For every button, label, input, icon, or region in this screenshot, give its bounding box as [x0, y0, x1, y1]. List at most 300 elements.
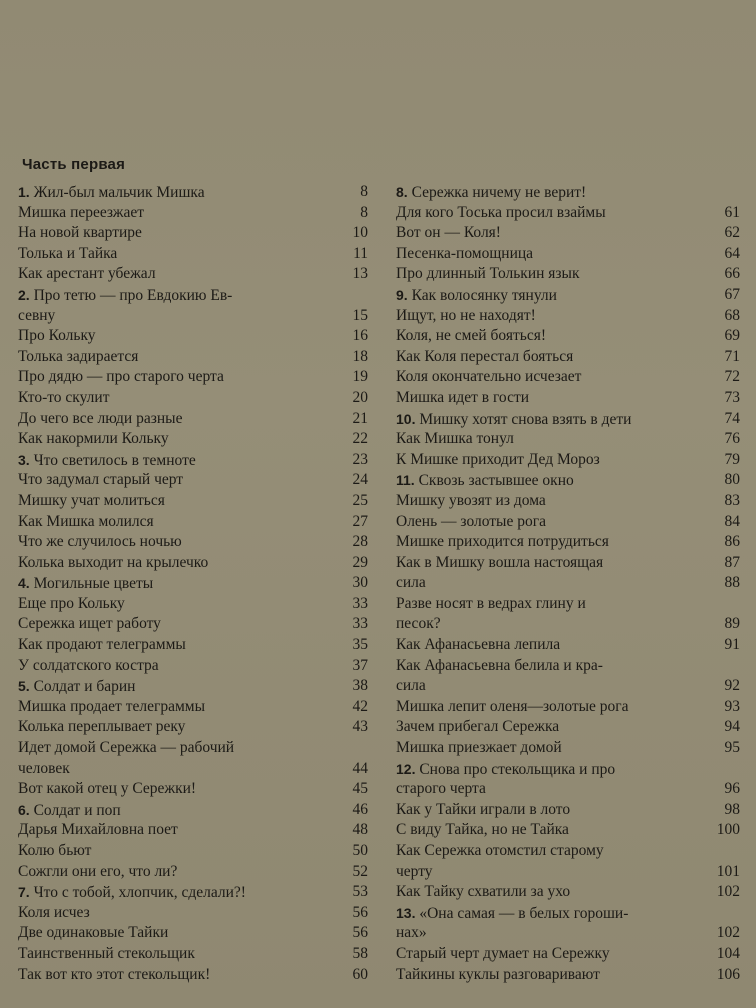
toc-entry-title — [396, 697, 629, 718]
toc-entry — [18, 862, 368, 883]
toc-entry-title — [18, 820, 178, 841]
toc-entry-text: На новой квартире — [18, 224, 142, 242]
toc-entry-text: севну — [18, 306, 56, 324]
toc-entry-title — [18, 244, 117, 265]
toc-entry-title — [396, 903, 628, 925]
toc-entry — [396, 882, 740, 903]
toc-entry-text: Зачем прибегал Сережка — [396, 718, 560, 736]
toc-entry-title — [396, 944, 610, 965]
toc-entry-title — [18, 182, 205, 204]
toc-entry — [396, 573, 740, 594]
toc-page-number: 66 — [724, 265, 740, 283]
toc-entry-text: Песенка-помощница — [396, 244, 534, 262]
toc-entry-text: Коля, не смей бояться! — [396, 327, 546, 345]
toc-entry-title — [18, 306, 55, 327]
toc-entry-title — [18, 491, 165, 512]
toc-entry-title — [18, 223, 142, 244]
toc-entry-text: Как арестант убежал — [18, 265, 156, 283]
toc-entry-title — [18, 512, 154, 533]
toc-left-column — [18, 182, 368, 985]
toc-entry-title — [18, 862, 177, 883]
toc-entry-title — [396, 470, 574, 492]
toc-entry-text: Что же случилось ночью — [18, 533, 182, 551]
toc-entry-text: С виду Тайка, но не Тайка — [396, 821, 569, 839]
toc-entry-title — [396, 573, 426, 594]
toc-entry-title — [18, 470, 183, 491]
toc-entry — [396, 965, 740, 986]
toc-entry — [396, 512, 740, 533]
toc-entry-text: Как Афанасьевна белила и кра- — [396, 656, 603, 674]
toc-entry-title — [18, 738, 234, 759]
toc-entry-text: Коля окончательно исчезает — [396, 368, 582, 386]
toc-entry — [396, 491, 740, 512]
toc-page-number: 101 — [716, 862, 740, 880]
toc-entry — [18, 470, 368, 491]
toc-entry-text: Мишку учат молиться — [18, 491, 165, 509]
toc-page-number: 73 — [724, 388, 740, 406]
toc-entry-text: Мишка продает телеграммы — [18, 697, 205, 715]
toc-page-number: 88 — [724, 574, 740, 592]
toc-page-number: 58 — [352, 944, 368, 962]
toc-entry-text: Жил-был мальчик Мишка — [33, 184, 205, 201]
toc-page-number: 53 — [352, 883, 368, 901]
toc-entry-text: Как в Мишку вошла настоящая — [396, 553, 604, 571]
toc-page-number: 46 — [352, 800, 368, 818]
toc-page-number: 15 — [352, 306, 368, 324]
toc-entry-title — [396, 800, 570, 821]
toc-entry-text: Ищут, но не находят! — [396, 306, 536, 324]
chapter-number: 11. — [396, 472, 415, 489]
toc-entry-title — [18, 697, 205, 718]
toc-entry-title — [396, 429, 514, 450]
toc-page-number: 21 — [352, 409, 368, 427]
chapter-number: 7. — [18, 884, 30, 901]
toc-entry-title — [396, 738, 562, 759]
toc-entry-text: человек — [18, 759, 70, 777]
toc-entry-title — [396, 676, 426, 697]
toc-entry-text: Мишка лепит оленя—золотые рога — [396, 697, 629, 715]
toc-entry — [396, 944, 740, 965]
toc-page-number: 25 — [352, 491, 368, 509]
toc-entry — [396, 594, 740, 615]
toc-entry-text: Как продают телеграммы — [18, 636, 186, 654]
toc-entry-title — [18, 594, 125, 615]
toc-page-number: 22 — [352, 430, 368, 448]
toc-entry-text: У солдатского костра — [18, 656, 159, 674]
toc-page-number: 79 — [724, 450, 740, 468]
toc-entry-title — [18, 429, 169, 450]
toc-entry-text: старого черта — [396, 780, 486, 798]
toc-entry — [18, 203, 368, 224]
toc-entry-title — [396, 203, 606, 224]
toc-page-number: 102 — [716, 883, 740, 901]
toc-page-number: 8 — [360, 183, 368, 200]
toc-page-number: 27 — [352, 512, 368, 530]
toc-entry — [18, 223, 368, 244]
toc-page-number: 11 — [353, 244, 368, 262]
toc-entry-text: Про Кольку — [18, 327, 96, 345]
toc-entry-title — [18, 717, 185, 738]
toc-entry — [18, 903, 368, 924]
toc-entry-title — [396, 656, 603, 677]
toc-entry-text: Про дядю — про старого черта — [18, 368, 224, 386]
toc-entry-title — [18, 532, 182, 553]
toc-page-number: 35 — [352, 636, 368, 654]
toc-page-number: 37 — [352, 656, 368, 674]
toc-entry-title — [18, 965, 210, 986]
toc-entry — [396, 470, 740, 491]
toc-entry-text: Как Мишка тонул — [396, 430, 514, 448]
toc-entry-title — [396, 532, 609, 553]
toc-entry — [18, 635, 368, 656]
chapter-number: 13. — [396, 904, 416, 921]
toc-page-number: 92 — [724, 677, 740, 695]
toc-entry-text: Олень — золотые рога — [396, 512, 546, 530]
toc-page-number: 98 — [724, 800, 740, 818]
toc-entry-text: Разве носят в ведрах глину и — [396, 594, 586, 612]
toc-entry — [18, 779, 368, 800]
toc-entry-text: Как Мишка молился — [18, 512, 154, 530]
toc-entry-text: Тайкины куклы разговаривают — [396, 965, 600, 983]
toc-entry-title — [18, 450, 196, 472]
toc-entry-title — [18, 326, 96, 347]
toc-page-number: 33 — [352, 615, 368, 633]
toc-entry-title — [18, 903, 90, 924]
toc-entry-text: песок? — [396, 615, 441, 633]
toc-entry-title — [396, 491, 546, 512]
toc-entry-text: Коля исчез — [18, 903, 90, 921]
toc-page-number: 8 — [360, 203, 368, 221]
toc-entry-title — [396, 923, 427, 944]
toc-entry-title — [396, 882, 570, 903]
toc-entry-title — [396, 347, 573, 368]
toc-entry-title — [396, 388, 529, 409]
toc-entry-text: Две одинаковые Тайки — [18, 924, 169, 942]
toc-entry — [396, 264, 740, 285]
toc-entry-text: Солдат и барин — [33, 678, 136, 696]
toc-entry-title — [18, 841, 91, 862]
toc-page-number: 74 — [724, 409, 740, 427]
toc-entry — [396, 614, 740, 635]
toc-entry-title — [396, 512, 546, 533]
toc-page-number: 83 — [724, 491, 740, 509]
toc-entry — [396, 450, 740, 471]
toc-entry-text: Старый черт думает на Сережку — [396, 944, 610, 962]
toc-page-number: 44 — [352, 759, 368, 777]
toc-entry-text: Сквозь застывшее окно — [418, 472, 574, 490]
toc-page-number: 102 — [716, 924, 740, 942]
toc-page-number: 96 — [724, 780, 740, 798]
toc-entry — [18, 409, 368, 430]
toc-page-number: 28 — [352, 533, 368, 551]
toc-entry-title — [396, 367, 581, 388]
toc-page-number: 100 — [716, 821, 740, 839]
chapter-number: 12. — [396, 760, 416, 777]
toc-entry — [396, 800, 740, 821]
toc-entry — [396, 779, 740, 800]
toc-entry — [396, 306, 740, 327]
toc-entry-text: Колька переплывает реку — [18, 718, 186, 736]
toc-page-number: 60 — [352, 965, 368, 983]
chapter-number: 4. — [18, 575, 30, 592]
toc-entry — [18, 594, 368, 615]
toc-entry — [18, 264, 368, 285]
toc-page-number: 16 — [352, 327, 368, 345]
toc-entry-text: Еще про Кольку — [18, 594, 125, 612]
toc-entry — [396, 409, 740, 430]
toc-entry — [18, 573, 368, 594]
toc-page-number: 76 — [724, 430, 740, 448]
toc-entry-title — [18, 367, 224, 388]
toc-entry — [396, 326, 740, 347]
toc-entry-text: Так вот кто этот стекольщик! — [18, 965, 211, 983]
toc-page-number: 19 — [352, 368, 368, 386]
toc-entry-text: сила — [396, 574, 426, 592]
toc-entry — [396, 676, 740, 697]
toc-page-number: 71 — [724, 347, 740, 365]
toc-entry-title — [396, 614, 441, 635]
toc-entry-title — [396, 820, 569, 841]
toc-entry-title — [18, 553, 208, 574]
chapter-number: 9. — [396, 286, 408, 303]
toc-entry-title — [396, 223, 501, 244]
toc-entry — [396, 388, 740, 409]
toc-page-number: 52 — [352, 862, 368, 880]
toc-entry-text: Сережка ничему не верит! — [411, 184, 587, 201]
toc-page-number: 94 — [724, 718, 740, 736]
toc-entry-text: нах» — [396, 924, 427, 942]
toc-entry-text: Мишка приезжает домой — [396, 739, 562, 757]
toc-entry-title — [18, 779, 196, 800]
toc-page-number: 48 — [352, 821, 368, 839]
toc-entry — [396, 347, 740, 368]
toc-entry — [396, 244, 740, 265]
toc-entry-text: Дарья Михайловна поет — [18, 821, 178, 839]
toc-entry — [18, 182, 368, 203]
toc-page-number: 72 — [724, 368, 740, 386]
toc-page-number: 56 — [352, 903, 368, 921]
toc-entry-title — [18, 203, 144, 224]
toc-entry-title — [396, 759, 615, 781]
toc-entry-text: Про длинный Толькин язык — [396, 265, 580, 283]
toc-entry-text: Солдат и поп — [33, 801, 121, 819]
toc-entry — [18, 759, 368, 780]
toc-page-number: 86 — [724, 533, 740, 551]
toc-entry — [18, 553, 368, 574]
toc-page-number: 42 — [352, 697, 368, 715]
toc-entry-text: Толька и Тайка — [18, 244, 118, 262]
toc-entry-title — [18, 676, 135, 698]
toc-page-number: 45 — [352, 780, 368, 798]
toc-page-number: 23 — [352, 450, 368, 468]
toc-entry — [18, 800, 368, 821]
toc-page-number: 50 — [352, 842, 368, 859]
toc-entry — [18, 532, 368, 553]
toc-entry-title — [18, 944, 195, 965]
toc-page-number: 30 — [352, 574, 368, 592]
toc-entry — [396, 717, 740, 738]
toc-entry — [396, 923, 740, 944]
toc-page-number: 33 — [352, 594, 368, 612]
toc-entry-title — [396, 244, 533, 265]
toc-entry-text: До чего все люди разные — [18, 409, 183, 427]
toc-entry-title — [396, 182, 586, 204]
toc-page-number: 68 — [724, 306, 740, 324]
toc-entry-text: Как Афанасьевна лепила — [396, 636, 561, 654]
toc-entry — [18, 491, 368, 512]
toc-entry-text: Как накормили Кольку — [18, 430, 169, 448]
toc-entry-title — [18, 573, 153, 595]
toc-entry-text: Как Тайку схватили за ухо — [396, 883, 571, 901]
toc-entry-text: Снова про стекольщика и про — [419, 760, 616, 778]
toc-entry — [396, 841, 740, 862]
toc-entry-title — [18, 882, 246, 904]
toc-entry-title — [396, 862, 433, 883]
toc-entry-text: черту — [396, 862, 433, 880]
part-heading: Часть первая — [22, 156, 126, 173]
toc-page-number: 91 — [724, 636, 740, 654]
toc-entry-title — [18, 388, 110, 409]
toc-page-number: 38 — [352, 677, 368, 695]
toc-entry-title — [396, 717, 559, 738]
toc-page-number: 106 — [716, 965, 740, 983]
toc-entry-title — [18, 347, 138, 368]
toc-entry-text: сила — [396, 677, 426, 695]
toc-entry-text: Толька задирается — [18, 347, 139, 365]
toc-entry-text: Сожгли они его, что ли? — [18, 862, 178, 880]
chapter-number: 6. — [18, 801, 30, 818]
toc-entry-text: «Она самая — в белых гороши- — [419, 904, 629, 922]
chapter-number: 3. — [18, 451, 30, 468]
toc-page-number: 18 — [352, 347, 368, 365]
toc-page-number: 61 — [724, 203, 740, 221]
toc-entry — [18, 512, 368, 533]
toc-entry-text: Как Сережка отомстил старому — [396, 842, 604, 859]
toc-entry — [18, 944, 368, 965]
toc-entry-text: Про тетю — про Евдокию Ев- — [33, 286, 233, 304]
toc-entry-text: Кто-то скулит — [18, 388, 110, 406]
toc-entry-text: Мишку увозят из дома — [396, 491, 546, 509]
toc-page-number: 29 — [352, 553, 368, 571]
toc-entry — [18, 306, 368, 327]
toc-page-number: 84 — [724, 512, 740, 530]
toc-entry — [396, 862, 740, 883]
chapter-number: 1. — [18, 184, 30, 200]
toc-entry — [396, 367, 740, 388]
chapter-number: 5. — [18, 678, 30, 695]
toc-entry-title — [396, 264, 580, 285]
toc-page-number: 69 — [724, 327, 740, 345]
toc-page-number: 56 — [352, 924, 368, 942]
toc-entry-title — [396, 450, 600, 471]
toc-entry-text: Мишку хотят снова взять в дети — [419, 410, 632, 428]
toc-page-number: 13 — [352, 265, 368, 283]
toc-entry-title — [18, 656, 159, 677]
toc-entry — [396, 532, 740, 553]
toc-entry — [396, 656, 740, 677]
toc-page-number: 10 — [352, 224, 368, 242]
toc-entry-title — [396, 635, 560, 656]
toc-page-number: 93 — [724, 697, 740, 715]
toc-entry — [18, 697, 368, 718]
toc-entry — [18, 614, 368, 635]
toc-entry-title — [18, 285, 232, 307]
toc-entry-title — [396, 779, 486, 800]
toc-entry — [396, 285, 740, 306]
toc-entry — [18, 656, 368, 677]
toc-entry — [396, 182, 740, 203]
toc-entry — [396, 553, 740, 574]
toc-page-number: 89 — [724, 615, 740, 633]
toc-entry — [396, 223, 740, 244]
toc-entry-text: К Мишке приходит Дед Мороз — [396, 450, 600, 468]
toc-page-number: 62 — [724, 224, 740, 242]
toc-entry-title — [18, 923, 168, 944]
toc-entry — [18, 882, 368, 903]
toc-entry-text: Мишка идет в гости — [396, 388, 530, 406]
toc-entry — [18, 244, 368, 265]
toc-entry-text: Как Коля перестал бояться — [396, 347, 574, 365]
toc-entry-text: Идет домой Сережка — рабочий — [18, 739, 235, 757]
toc-entry — [396, 820, 740, 841]
chapter-number: 8. — [396, 184, 408, 200]
toc-page-number: 20 — [352, 388, 368, 406]
toc-entry-title — [396, 965, 600, 986]
toc-page-number: 43 — [352, 718, 368, 736]
toc-entry-text: Что светилось в темноте — [33, 451, 196, 469]
toc-entry-title — [18, 409, 182, 430]
toc-entry — [18, 965, 368, 986]
toc-entry — [396, 903, 740, 924]
toc-entry-title — [396, 841, 604, 862]
toc-entry-title — [396, 306, 536, 327]
toc-page-number: 67 — [724, 285, 740, 303]
toc-entry-text: Вот он — Коля! — [396, 224, 501, 242]
toc-entry — [396, 738, 740, 759]
toc-page-number: 95 — [724, 739, 740, 757]
toc-entry — [18, 841, 368, 862]
toc-entry — [396, 203, 740, 224]
toc-entry — [18, 388, 368, 409]
toc-entry-text: Таинственный стекольщик — [18, 944, 195, 962]
toc-entry — [18, 285, 368, 306]
toc-entry — [18, 450, 368, 471]
toc-entry — [18, 347, 368, 368]
toc-page-number: 104 — [716, 944, 740, 962]
toc-entry-title — [18, 635, 186, 656]
toc-entry-title — [396, 594, 586, 615]
toc-entry — [396, 635, 740, 656]
toc-entry-title — [18, 264, 156, 285]
toc-entry-text: Что задумал старый черт — [18, 471, 184, 489]
toc-entry — [18, 820, 368, 841]
toc-entry-text: Вот какой отец у Сережки! — [18, 780, 197, 798]
toc-entry-text: Что с тобой, хлопчик, сделали?! — [33, 884, 246, 902]
toc-entry-text: Мишка переезжает — [18, 203, 145, 221]
toc-entry-title — [18, 614, 161, 635]
chapter-number: 10. — [396, 410, 416, 427]
toc-entry-text: Как у Тайки играли в лото — [396, 800, 571, 818]
toc-page-number: 87 — [724, 553, 740, 571]
toc-entry — [18, 676, 368, 697]
toc-entry-text: Для кого Тоська просил взаймы — [396, 203, 606, 221]
toc-entry — [396, 429, 740, 450]
toc-entry — [18, 717, 368, 738]
toc-entry — [18, 367, 368, 388]
toc-entry-title — [396, 409, 631, 431]
toc-entry — [396, 697, 740, 718]
toc-page-number: 64 — [724, 244, 740, 262]
